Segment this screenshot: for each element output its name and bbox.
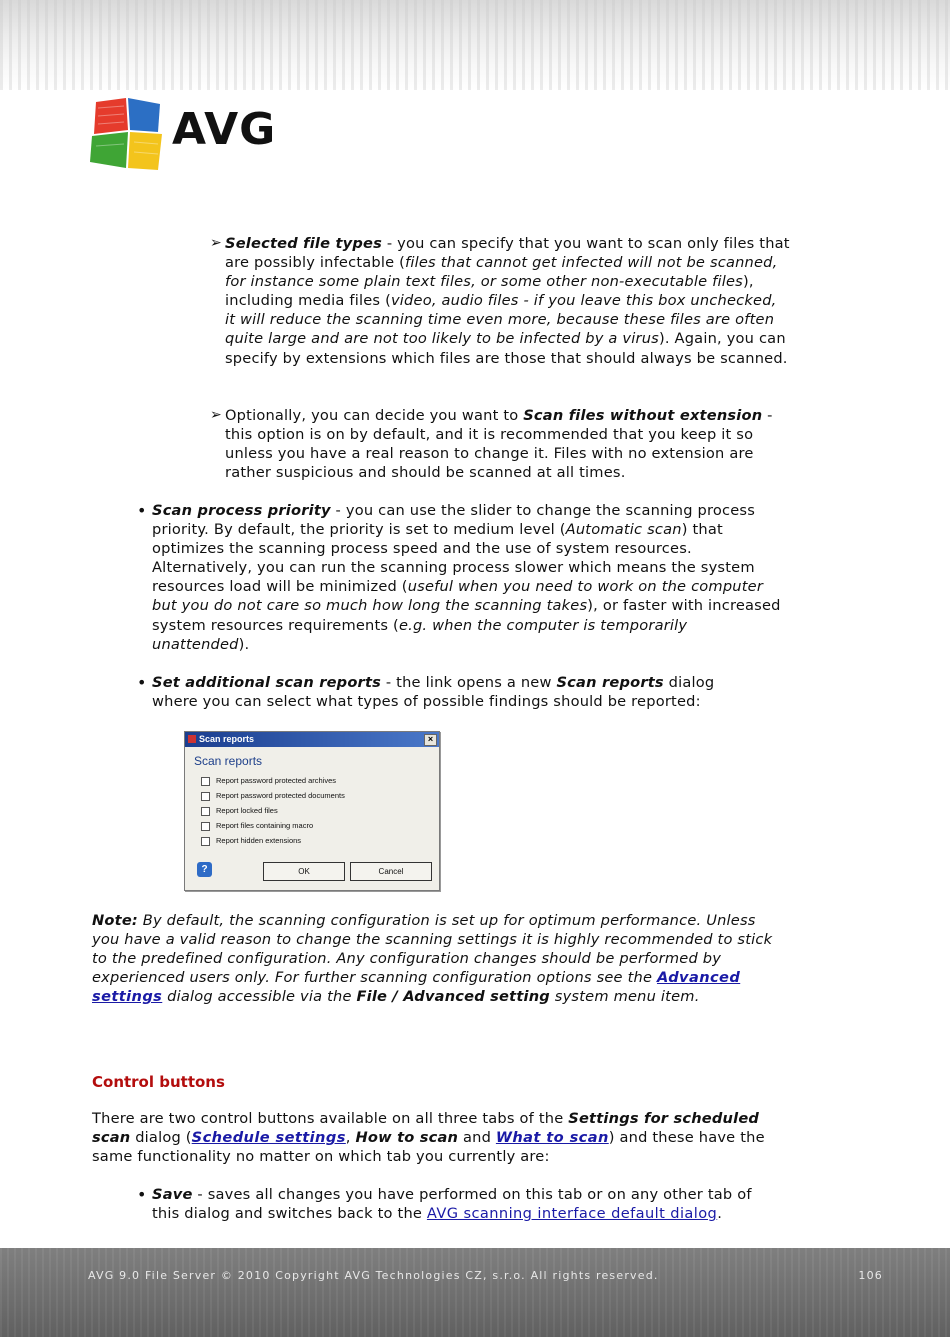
option-label: Report files containing macro — [216, 821, 314, 830]
term-selected-file-types: Selected file types — [225, 235, 383, 252]
note-label: Note: — [92, 912, 138, 929]
option-macro-files[interactable] — [201, 821, 313, 831]
selected-file-types-paragraph — [225, 234, 790, 368]
option-label: Report hidden extensions — [216, 836, 302, 845]
scan-reports-dialog — [184, 731, 440, 891]
italic-text: system menu item. — [549, 988, 700, 1006]
header-band — [0, 0, 950, 90]
checkbox[interactable] — [201, 822, 210, 831]
text: - you can specify that you want to scan only files that are possibly infectable ( — [225, 235, 790, 272]
control-buttons-paragraph — [92, 1109, 772, 1166]
save-paragraph — [152, 1185, 782, 1223]
cancel-button[interactable]: Cancel — [350, 862, 432, 881]
option-password-documents[interactable] — [201, 791, 345, 801]
italic-text: Automatic scan — [565, 521, 682, 539]
scan-without-extension-paragraph — [225, 406, 790, 482]
text: ) that optimizes the scanning process speed and the use of system resources. Alternatively, you can run the scanning process slower which means the system resources load will be minimized ( — [152, 521, 755, 596]
italic-text: files that cannot get infected will not be scanned, for instance some plain text files, or some other non-executable files — [225, 254, 778, 291]
text: , — [345, 1129, 356, 1147]
option-locked-files[interactable] — [201, 806, 278, 816]
checkbox[interactable] — [201, 792, 210, 801]
dialog-title-bar — [185, 732, 439, 747]
text: There are two control buttons available on all three tabs of the — [92, 1110, 569, 1127]
footer-copyright: AVG 9.0 File Server © 2010 Copyright AVG Technologies CZ, s.r.o. All rights reserved. — [88, 1269, 659, 1282]
term-save: Save — [152, 1186, 193, 1203]
logo-text: AVG — [172, 104, 277, 155]
advanced-settings-link[interactable]: Advanced settings — [92, 969, 741, 1006]
menu-path: File / Advanced setting — [356, 988, 550, 1006]
arrow-bullet-icon: ➢ — [210, 407, 222, 423]
what-to-scan-link[interactable]: What to scan — [495, 1129, 609, 1147]
dialog-app-icon — [188, 735, 196, 743]
term-scan-reports: Scan reports — [556, 674, 664, 691]
bullet-icon: • — [137, 673, 147, 692]
option-label: Report password protected documents — [216, 791, 345, 800]
ok-button[interactable]: OK — [263, 862, 345, 881]
dialog-title: Scan reports — [199, 734, 255, 744]
section-heading: Control buttons — [92, 1073, 225, 1091]
option-label: Report locked files — [216, 806, 278, 815]
text: ) and these have the same functionality no matter on which tab you currently are: — [92, 1129, 765, 1166]
text: - this option is on by default, and it is recommended that you keep it so unless you have a real reason to change it. Files with no extension are rather suspicious and should be scanned at all times. — [225, 407, 773, 482]
text: dialog where you can select what types of possible findings should be reported: — [152, 674, 715, 711]
text: - you can use the slider to change the scanning process priority. By default, the priority is set to medium level ( — [152, 502, 756, 539]
term-scan-files-without-extension: Scan files without extension — [523, 407, 763, 424]
term-scan-process-priority: Scan process priority — [152, 502, 331, 519]
text: . — [717, 1205, 723, 1223]
page-number: 106 — [858, 1269, 883, 1282]
avg-logo-icon — [88, 96, 168, 174]
option-password-archives[interactable] — [201, 776, 336, 786]
italic-text: dialog accessible via the — [162, 988, 357, 1006]
help-icon[interactable]: ? — [197, 862, 212, 877]
text: ). — [238, 635, 250, 653]
checkbox[interactable] — [201, 777, 210, 786]
scan-priority-paragraph — [152, 501, 787, 654]
schedule-settings-link[interactable]: Schedule settings — [191, 1129, 346, 1147]
scan-reports-paragraph — [152, 673, 762, 711]
text: ). Again, you can specify by extensions which files are those that should always be scanned. — [225, 330, 788, 367]
bullet-icon: • — [137, 1185, 147, 1204]
text: Optionally, you can decide you want to — [225, 407, 524, 424]
checkbox[interactable] — [201, 837, 210, 846]
text: and — [458, 1129, 496, 1147]
term-how-to-scan: How to scan — [355, 1129, 459, 1147]
text: dialog ( — [130, 1129, 192, 1147]
italic-text: By default, the scanning configuration is set up for optimum performance. Unless you have a valid reason to change the scanning settings it is highly recommended to stick to the predefined configuration. Any configuration changes should be performed by experienced users only. For further scanning configuration options see the — [92, 912, 773, 987]
term-set-additional-scan-reports: Set additional scan reports — [152, 674, 382, 691]
arrow-bullet-icon: ➢ — [210, 235, 222, 251]
text: - the link opens a new — [381, 674, 557, 691]
avg-logo — [88, 96, 278, 174]
bullet-icon: • — [137, 501, 147, 520]
default-dialog-link[interactable]: AVG scanning interface default dialog — [426, 1205, 718, 1223]
dialog-heading: Scan reports — [194, 754, 263, 768]
option-label: Report password protected archives — [216, 776, 337, 785]
italic-text: e.g. when the computer is temporarily unattended — [152, 616, 688, 653]
italic-text: useful when you need to work on the computer but you do not care so much how long the scanning takes — [152, 578, 764, 615]
option-hidden-extensions[interactable] — [201, 836, 301, 846]
checkbox[interactable] — [201, 807, 210, 816]
page-footer — [0, 1248, 950, 1337]
italic-text: video, audio files - if you leave this box unchecked, it will reduce the scanning time even more, because these files are often quite large and are not too likely to be infected by a virus — [225, 292, 777, 348]
text: ), or faster with increased system resources requirements ( — [152, 597, 781, 634]
close-icon[interactable]: × — [424, 734, 437, 746]
note-paragraph — [92, 911, 782, 1006]
term-settings-for-scheduled-scan: Settings for scheduled scan — [92, 1110, 760, 1147]
text: ), including media files ( — [225, 273, 754, 310]
text: - saves all changes you have performed on this tab or on any other tab of this dialog and switches back to the — [152, 1186, 752, 1223]
